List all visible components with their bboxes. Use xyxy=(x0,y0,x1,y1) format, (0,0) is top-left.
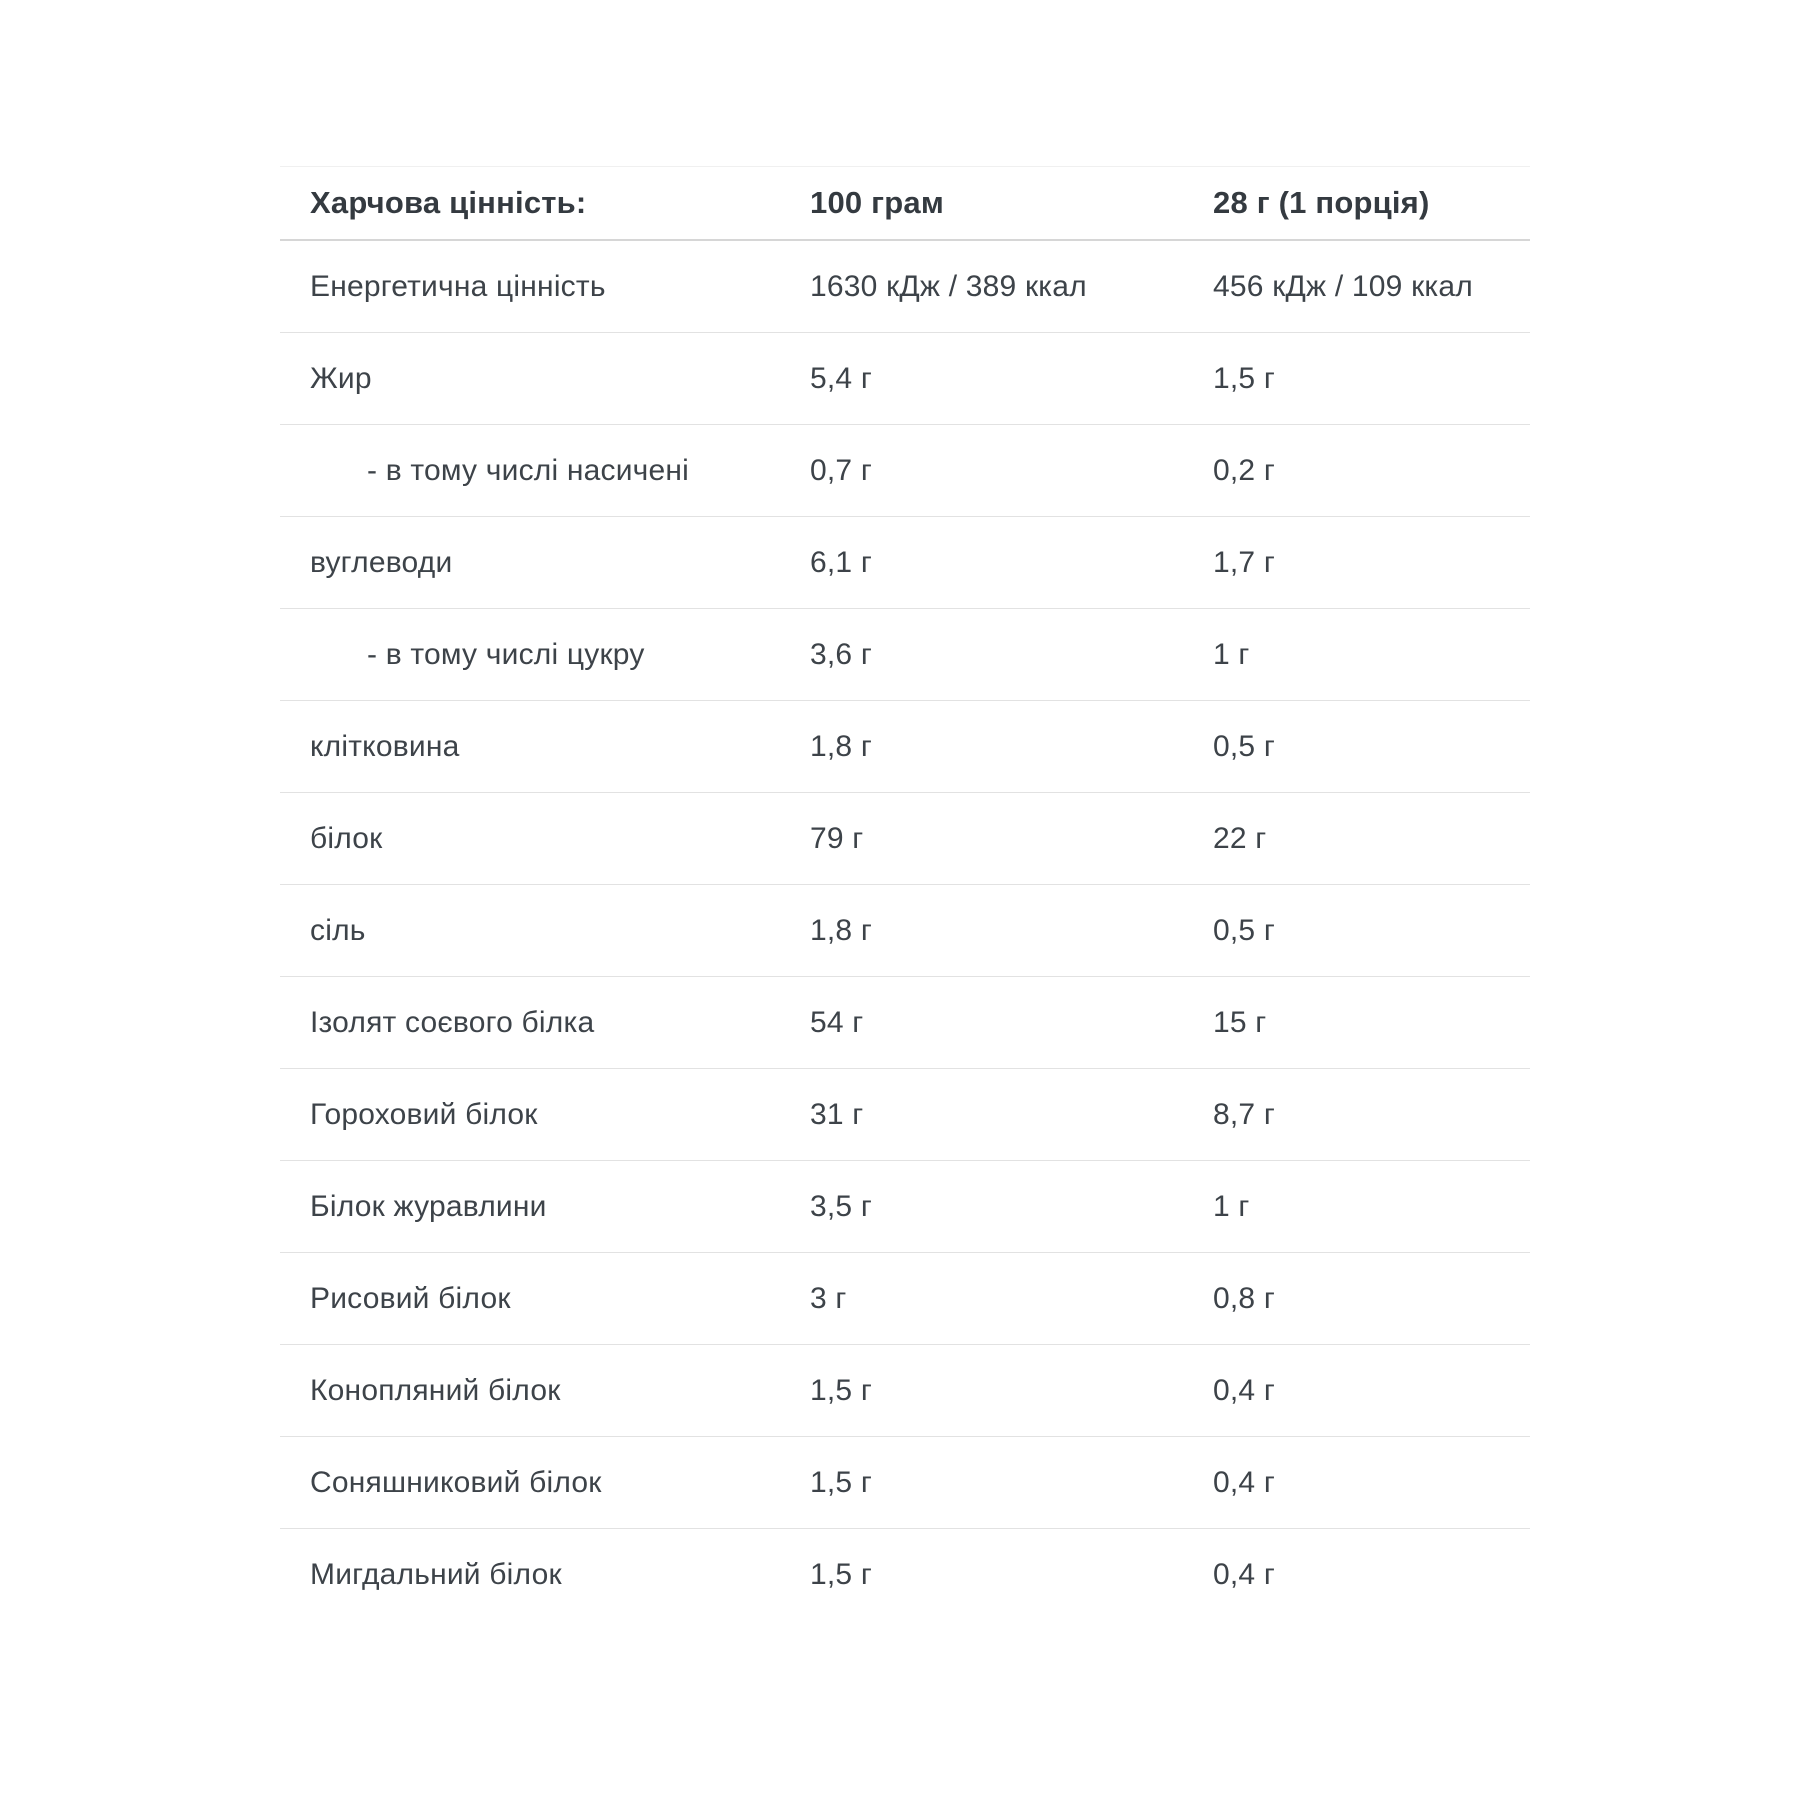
row-value-per-serving: 456 кДж / 109 ккал xyxy=(1213,269,1473,303)
row-label: білок xyxy=(310,821,383,855)
table-row xyxy=(280,1345,1530,1437)
table-row xyxy=(280,885,1530,977)
table-row xyxy=(280,241,1530,333)
nutrition-table xyxy=(280,166,1530,1621)
row-value-per-serving: 15 г xyxy=(1213,1005,1267,1039)
row-value-per-serving: 1,5 г xyxy=(1213,361,1275,395)
row-value-per-serving: 0,4 г xyxy=(1213,1373,1275,1407)
row-value-per-serving: 8,7 г xyxy=(1213,1097,1275,1131)
row-label: Ізолят соєвого білка xyxy=(310,1005,595,1039)
table-row xyxy=(280,1253,1530,1345)
row-value-per-100g: 1630 кДж / 389 ккал xyxy=(810,269,1087,303)
table-row xyxy=(280,977,1530,1069)
row-value-per-100g: 54 г xyxy=(810,1005,864,1039)
nutrition-table-header xyxy=(280,167,1530,241)
row-value-per-100g: 1,5 г xyxy=(810,1373,872,1407)
table-row xyxy=(280,609,1530,701)
row-value-per-100g: 1,5 г xyxy=(810,1465,872,1499)
table-row xyxy=(280,701,1530,793)
row-value-per-100g: 1,8 г xyxy=(810,729,872,763)
row-value-per-100g: 3,5 г xyxy=(810,1189,872,1223)
header-nutrition-value: Харчова цінність: xyxy=(310,185,587,220)
row-value-per-100g: 1,8 г xyxy=(810,913,872,947)
row-label: Мигдальний білок xyxy=(310,1558,562,1591)
row-label: - в тому числі цукру xyxy=(367,637,645,671)
row-value-per-100g: 79 г xyxy=(810,821,864,855)
header-per-serving: 28 г (1 порція) xyxy=(1213,185,1430,220)
row-label: Енергетична цінність xyxy=(310,269,606,303)
row-label: Білок журавлини xyxy=(310,1189,547,1223)
row-value-per-serving: 0,4 г xyxy=(1213,1558,1275,1591)
row-label: Соняшниковий білок xyxy=(310,1465,602,1499)
row-value-per-100g: 5,4 г xyxy=(810,361,872,395)
table-row xyxy=(280,1529,1530,1621)
row-label: Жир xyxy=(310,361,372,395)
row-value-per-100g: 6,1 г xyxy=(810,545,872,579)
row-value-per-serving: 1,7 г xyxy=(1213,545,1275,579)
table-row xyxy=(280,793,1530,885)
row-value-per-100g: 31 г xyxy=(810,1097,864,1131)
table-row xyxy=(280,1437,1530,1529)
row-label: Рисовий білок xyxy=(310,1281,511,1315)
row-label: сіль xyxy=(310,913,366,947)
row-label: клітковина xyxy=(310,729,460,763)
table-row xyxy=(280,425,1530,517)
row-value-per-serving: 0,2 г xyxy=(1213,453,1275,487)
row-label: - в тому числі насичені xyxy=(367,453,690,487)
row-value-per-serving: 0,8 г xyxy=(1213,1281,1275,1315)
row-label: Конопляний білок xyxy=(310,1373,561,1407)
row-value-per-serving: 1 г xyxy=(1213,637,1250,671)
table-row xyxy=(280,1161,1530,1253)
row-value-per-serving: 22 г xyxy=(1213,821,1267,855)
nutrition-table-body xyxy=(280,241,1530,1621)
header-per-100g: 100 грам xyxy=(810,185,944,220)
row-value-per-100g: 0,7 г xyxy=(810,453,872,487)
row-value-per-100g: 1,5 г xyxy=(810,1558,872,1591)
row-value-per-serving: 0,4 г xyxy=(1213,1465,1275,1499)
table-row xyxy=(280,517,1530,609)
row-value-per-serving: 1 г xyxy=(1213,1189,1250,1223)
table-row xyxy=(280,1069,1530,1161)
row-value-per-100g: 3 г xyxy=(810,1281,847,1315)
row-value-per-serving: 0,5 г xyxy=(1213,729,1275,763)
table-row xyxy=(280,333,1530,425)
row-label: Гороховий білок xyxy=(310,1097,538,1131)
row-value-per-100g: 3,6 г xyxy=(810,637,872,671)
row-value-per-serving: 0,5 г xyxy=(1213,913,1275,947)
row-label: вуглеводи xyxy=(310,545,453,579)
